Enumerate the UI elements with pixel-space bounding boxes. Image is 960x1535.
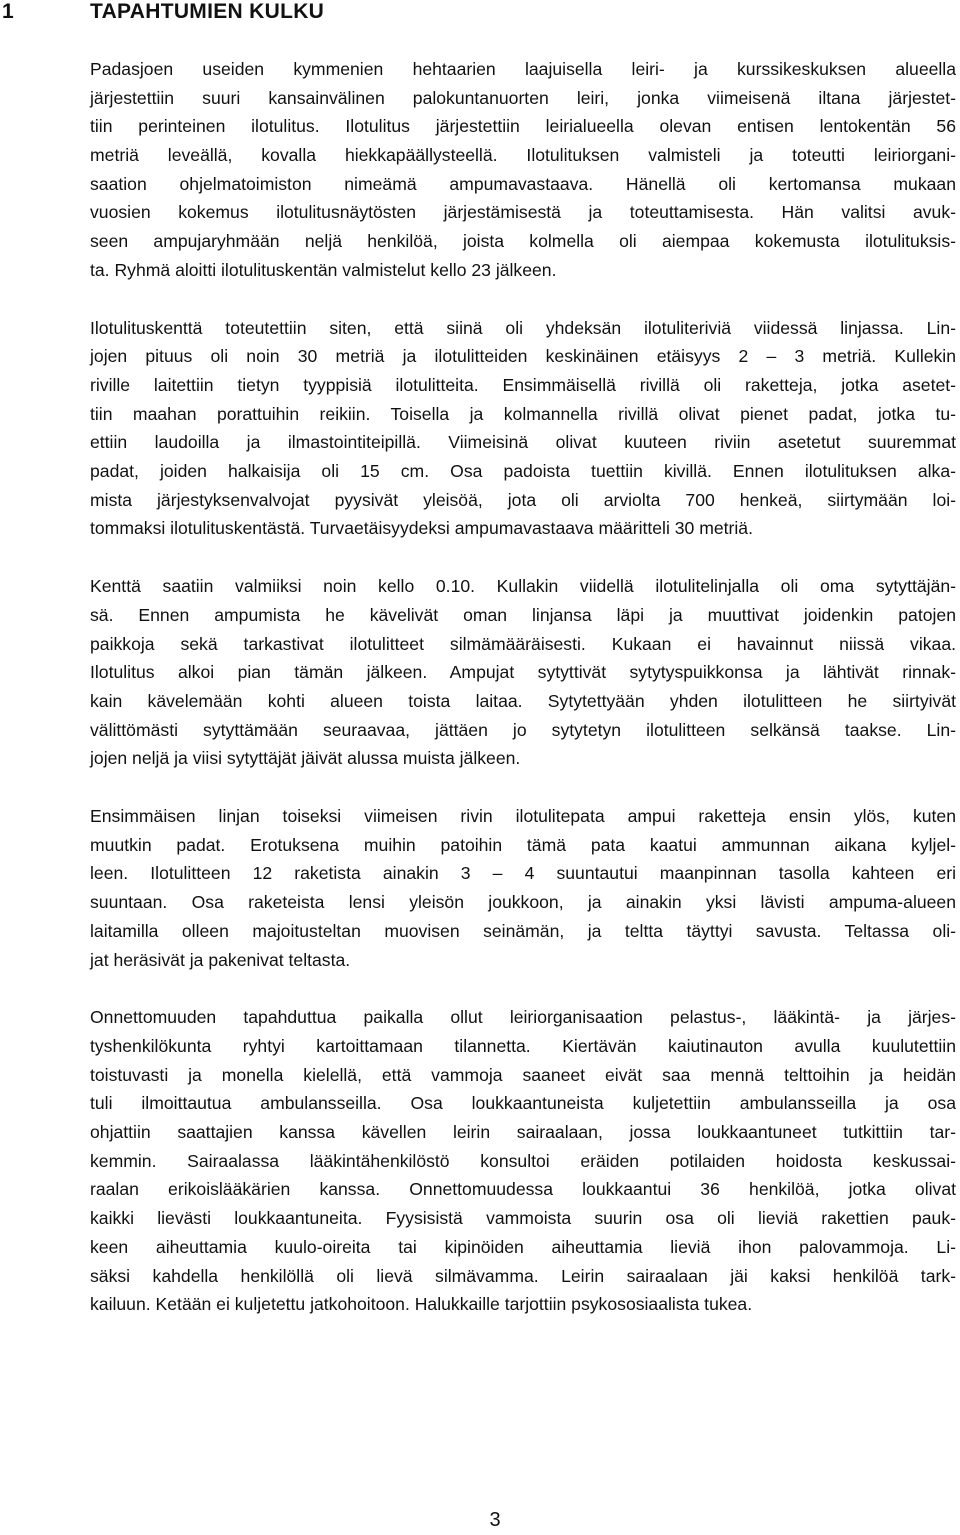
text-line: metriä leveällä, kovalla hiekkapäällysteellä. Ilotulituksen valmisteli ja toteutti leiriorgani- <box>90 145 956 166</box>
text-line: riville laitettiin tietyn tyyppisiä ilotulitteita. Ensimmäisellä rivillä oli raketteja, jotka asetet- <box>90 374 956 395</box>
text-line: suuntaan. Osa raketeista lensi yleisön joukkoon, ja ainakin yksi lävisti ampuma-alueen <box>90 892 956 913</box>
text-line: tiin maahan porattuihin reikiin. Toisella ja kolmannella rivillä olivat pienet padat, jotka tu- <box>90 403 956 424</box>
section-number: 1 <box>2 0 14 23</box>
text-line: tuli ilmoittautua ambulansseilla. Osa loukkaantuneista kuljetettiin ambulansseilla ja osa <box>90 1093 956 1114</box>
text-line: Ilotulituskenttä toteutettiin siten, että siinä oli yhdeksän ilotuliteriviä viidessä linjassa. Lin- <box>90 317 956 338</box>
text-line: säksi kahdella henkilöllä oli lievä silmävamma. Leirin sairaalaan jäi kaksi henkilöä tark- <box>90 1265 956 1286</box>
text-line: ta. Ryhmä aloitti ilotulituskentän valmistelut kello 23 jälkeen. <box>90 259 557 280</box>
text-line: välittömästi sytyttämään seuraavaa, jättäen jo sytytetyn ilotulitteen selkänsä taakse. Lin- <box>90 719 956 740</box>
page-number: 3 <box>489 1509 501 1531</box>
text-line: Ensimmäisen linjan toiseksi viimeisen rivin ilotulitepata ampui raketteja ensin ylös, kuten <box>90 806 956 827</box>
text-line: kaikki lievästi loukkaantuneita. Fyysisistä vammoista suurin osa oli lieviä rakettien pauk- <box>90 1208 956 1229</box>
text-line: järjestettiin suuri kansainvälinen palokuntanuorten leiri, jonka viimeisenä iltana järjestet- <box>90 87 956 108</box>
text-line: mista järjestyksenvalvojat pyysivät yleisöä, jota oli arviolta 700 henkeä, siirtymään loi- <box>90 489 956 510</box>
text-line: Ilotulitus alkoi pian tämän jälkeen. Ampujat sytyttivät sytytyspuikkonsa ja lähtivät rinnak- <box>90 662 956 683</box>
text-line: toistuvasti ja monella kielellä, että vammoja saaneet eivät saa mennä telttoihin ja heidän <box>90 1064 956 1085</box>
text-line: ettiin laudoilla ja ilmastointiteipillä. Viimeisinä olivat kuuteen riviin asetetut suuremmat <box>90 432 956 453</box>
text-line: muutkin padat. Erotuksena muihin patoihin tämä pata kaatui ammunnan aikana kyljel- <box>90 834 956 855</box>
text-line: kailuun. Ketään ei kuljetettu jatkohoitoon. Halukkaille tarjottiin psykososiaalista tukea. <box>90 1294 753 1315</box>
text-line: leen. Ilotulitteen 12 raketista ainakin 3 – 4 suuntautui maanpinnan tasolla kahteen eri <box>90 863 956 884</box>
text-line: jojen neljä ja viisi sytyttäjät jäivät alussa muista jälkeen. <box>90 748 521 769</box>
paragraph <box>90 1003 956 1319</box>
text-line: jat heräsivät ja pakenivat teltasta. <box>90 949 351 970</box>
text-line: laitamilla olleen majoitusteltan muovisen seinämän, ja teltta täyttyi savusta. Teltassa oli- <box>90 920 956 941</box>
text-line: padat, joiden halkaisija oli 15 cm. Osa padoista tuettiin kivillä. Ennen ilotulituksen alka- <box>90 461 956 482</box>
text-line: saation ohjelmatoimiston nimeämä ampumavastaava. Hänellä oli kertomansa mukaan <box>90 173 956 194</box>
text-line: seen ampujaryhmään neljä henkilöä, joista kolmella oli aiempaa kokemusta ilotulituksis- <box>90 231 956 252</box>
text-line: raalan erikoislääkärien kanssa. Onnettomuudessa loukkaantui 36 henkilöä, jotka olivat <box>90 1179 956 1200</box>
document-body <box>90 55 956 1348</box>
section-title: TAPAHTUMIEN KULKU <box>90 0 325 23</box>
text-line: tyshenkilökunta ryhtyi kartoittamaan tilannetta. Kiertävän kaiutinauton avulla kuulutettiin <box>90 1036 956 1056</box>
text-line: Kenttä saatiin valmiiksi noin kello 0.10. Kullakin viidellä ilotulitelinjalla oli oma sytyttäjän- <box>90 576 956 597</box>
text-line: jojen pituus oli noin 30 metriä ja ilotulitteiden keskinäinen etäisyys 2 – 3 metriä. Kullekin <box>90 346 956 367</box>
text-line: Onnettomuuden tapahduttua paikalla ollut leiriorganisaation pelastus-, lääkintä- ja järjes- <box>90 1007 956 1028</box>
paragraph <box>90 572 956 773</box>
text-line: kain kävelemään kohti alueen toista laitaa. Sytytettyään yhden ilotulitteen he siirtyivät <box>90 690 956 711</box>
text-line: sä. Ennen ampumista he kävelivät oman linjansa läpi ja muuttivat joidenkin patojen <box>90 604 956 625</box>
text-line: tiin perinteinen ilotulitus. Ilotulitus järjestettiin leirialueella olevan entisen lentokentän 56 <box>90 116 956 137</box>
text-line: keen aiheuttamia kuulo-oireita tai kipinöiden aiheuttamia lieviä ihon palovammoja. Li- <box>90 1236 956 1257</box>
text-line: kemmin. Sairaalassa lääkintähenkilöstö konsultoi eräiden potilaiden hoidosta keskussai- <box>90 1150 956 1171</box>
section-heading <box>0 0 960 32</box>
paragraph <box>90 314 956 544</box>
text-line: Padasjoen useiden kymmenien hehtaarien laajuisella leiri- ja kurssikeskuksen alueella <box>90 59 956 79</box>
text-line: paikkoja sekä tarkastivat ilotulitteet silmämääräisesti. Kukaan ei havainnut niissä vikaa. <box>90 633 956 654</box>
text-line: vuosien kokemus ilotulitusnäytösten järjestämisestä ja toteuttamisesta. Hän valitsi avuk- <box>90 202 956 223</box>
text-line: tommaksi ilotulituskentästä. Turvaetäisyydeksi ampumavastaava määritteli 30 metriä. <box>90 518 753 539</box>
paragraph <box>90 802 956 974</box>
paragraph <box>90 55 956 285</box>
text-line: ohjattiin saattajien kanssa kävellen leirin sairaalaan, jossa loukkaantuneet tutkittiin tar- <box>90 1122 956 1143</box>
